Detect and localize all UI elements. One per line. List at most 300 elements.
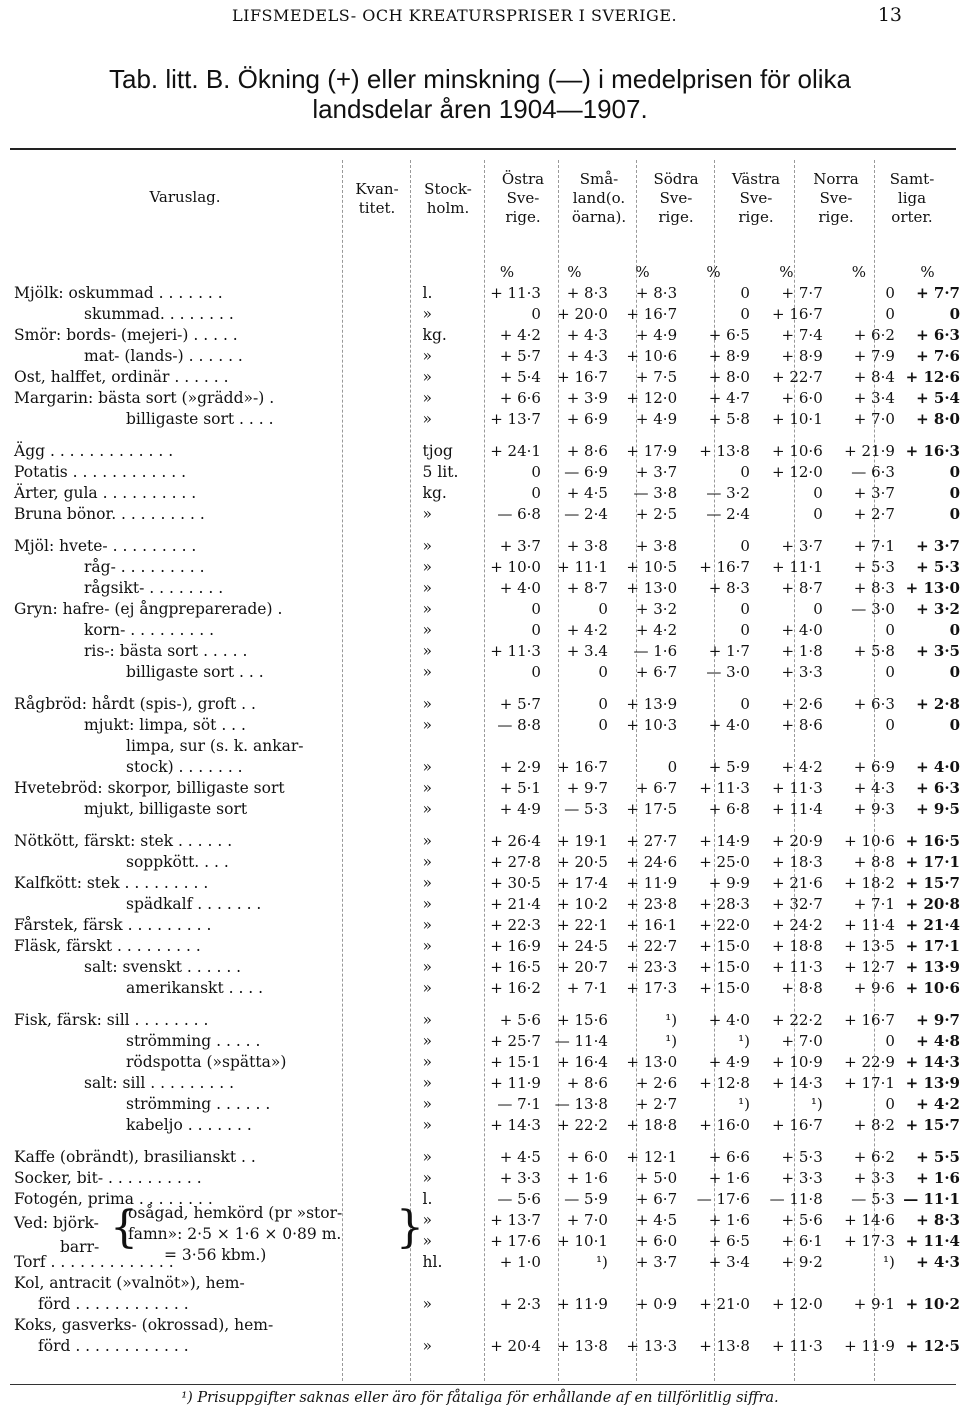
row-label: Fisk, färsk: sill . . . . . . . . (14, 1011, 209, 1029)
table-row (14, 325, 960, 346)
row-quantity: » (422, 1032, 433, 1050)
row-label: salt: svenskt . . . . . . (84, 958, 242, 976)
value-cell: + 1·6 (708, 1211, 750, 1229)
value-cell: + 7·6 (916, 347, 960, 365)
value-cell: + 23·3 (626, 958, 678, 976)
value-cell: + 10·6 (844, 832, 895, 850)
value-cell: + 18·3 (772, 853, 823, 871)
row-label: Nötkött, färskt: stek . . . . . . (14, 832, 233, 850)
value-cell: + 1·8 (781, 642, 823, 660)
table-cell (14, 820, 960, 831)
value-cell: + 7·7 (916, 284, 960, 302)
value-cell: + 7·5 (635, 368, 678, 386)
value-cell: + 3·7 (781, 537, 823, 555)
table-row (14, 1010, 960, 1031)
value-cell: ¹) (810, 1095, 823, 1113)
value-cell: + 6·0 (635, 1232, 678, 1250)
value-cell: + 14·3 (772, 1074, 823, 1092)
value-cell: 0 (885, 621, 895, 639)
value-cell: + 13·5 (844, 937, 895, 955)
table-row (14, 1115, 960, 1136)
value-cell: + 2·6 (781, 695, 823, 713)
value-cell: + 7·0 (566, 1211, 608, 1229)
value-cell: + 5·1 (499, 779, 541, 797)
value-cell: + 21·4 (905, 916, 960, 934)
value-cell: + 17·5 (626, 800, 678, 818)
value-cell: — 6·9 (564, 463, 608, 481)
row-label: Ost, halffet, ordinär . . . . . . (14, 368, 229, 386)
value-cell: + 17·4 (557, 874, 608, 892)
row-quantity: » (422, 347, 433, 365)
value-cell: + 4·2 (566, 621, 608, 639)
table-row (14, 483, 960, 504)
row-quantity: » (422, 758, 433, 776)
value-cell: + 21·0 (699, 1295, 750, 1313)
row-label: förd . . . . . . . . . . . . (38, 1337, 189, 1355)
row-quantity: » (422, 642, 433, 660)
value-cell: + 21·9 (844, 442, 895, 460)
row-label: Smör: bords- (mejeri-) . . . . . (14, 326, 238, 344)
value-cell: — 11·1 (903, 1190, 960, 1208)
row-label: Kol, antracit (»valnöt»), hem- (14, 1274, 245, 1292)
row-label: ris-: bästa sort . . . . . (84, 642, 248, 660)
row-quantity: » (422, 895, 433, 913)
row-quantity: » (422, 1337, 433, 1355)
value-cell: + 16·7 (844, 1011, 895, 1029)
value-cell (608, 1273, 677, 1294)
table-row (14, 915, 960, 936)
value-cell: + 7·0 (781, 1032, 823, 1050)
value-cell: + 27·7 (626, 832, 678, 850)
table-row (14, 304, 960, 325)
value-cell: + 7·0 (853, 410, 895, 428)
value-cell: + 10·2 (905, 1295, 960, 1313)
row-quantity: » (422, 874, 433, 892)
value-cell: + 11·3 (772, 958, 823, 976)
value-cell: + 17·1 (905, 853, 960, 871)
value-cell: + 4·0 (781, 621, 823, 639)
value-cell: + 16·4 (557, 1053, 608, 1071)
value-cell: + 5·5 (916, 1148, 960, 1166)
value-cell: 0 (740, 284, 750, 302)
table-cell (14, 262, 423, 283)
unit-cell: % (635, 263, 650, 281)
value-cell: + 8·9 (781, 347, 823, 365)
table-row (14, 346, 960, 367)
value-cell: + 0·9 (635, 1295, 678, 1313)
value-cell: + 11·9 (557, 1295, 608, 1313)
value-cell: 0 (740, 463, 750, 481)
value-cell: + 15·0 (699, 979, 750, 997)
value-cell: + 17·1 (844, 1074, 895, 1092)
value-cell: + 16·3 (905, 442, 960, 460)
value-cell: + 24·2 (772, 916, 823, 934)
header-smaland: Små- land(o. öarna). (571, 170, 627, 226)
value-cell: + 11·1 (557, 558, 608, 576)
unit-cell: % (851, 263, 866, 281)
row-label: Mjölk: oskummad . . . . . . . (14, 284, 223, 302)
table-row (14, 1336, 960, 1357)
value-cell: + 13·8 (557, 1337, 608, 1355)
value-cell: + 15·7 (905, 874, 960, 892)
value-cell: + 24·1 (490, 442, 541, 460)
value-cell: + 1·6 (916, 1169, 960, 1187)
value-cell: + 13·7 (490, 1211, 541, 1229)
row-quantity: » (422, 621, 433, 639)
header-kvantitet: Kvan- titet. (355, 180, 399, 217)
value-cell: + 5·3 (853, 558, 895, 576)
value-cell: 0 (740, 621, 750, 639)
header-samtliga: Samt- liga orter. (889, 170, 935, 226)
row-quantity: » (422, 663, 433, 681)
value-cell: + 3·7 (635, 463, 678, 481)
value-cell: 0 (885, 1032, 895, 1050)
value-cell: + 4·3 (853, 779, 895, 797)
row-quantity: » (422, 537, 433, 555)
value-cell: 0 (740, 600, 750, 618)
value-cell: + 16·7 (626, 305, 678, 323)
value-cell: 0 (949, 505, 960, 523)
value-cell: + 22·7 (626, 937, 678, 955)
value-cell: 0 (598, 663, 608, 681)
value-cell: — 11·4 (554, 1032, 608, 1050)
value-cell: + 3·3 (499, 1169, 541, 1187)
value-cell: 0 (531, 484, 541, 502)
value-cell: + 2·8 (916, 695, 960, 713)
value-cell: + 20·5 (557, 853, 608, 871)
row-label: Gryn: hafre- (ej ångpreparerade) . (14, 600, 283, 618)
value-cell: + 14·9 (699, 832, 750, 850)
value-cell: + 13·0 (626, 1053, 678, 1071)
value-cell: + 11·9 (626, 874, 678, 892)
value-cell: + 8·3 (635, 284, 678, 302)
value-cell: + 4·2 (635, 621, 678, 639)
row-label: Koks, gasverks- (okrossad), hem- (14, 1316, 274, 1334)
table-row (14, 852, 960, 873)
value-cell: + 12·5 (905, 1337, 960, 1355)
value-cell: + 5·6 (499, 1011, 541, 1029)
header-stockholm: Stock- holm. (424, 180, 472, 217)
row-label: salt: sill . . . . . . . . . (84, 1074, 235, 1092)
value-cell (750, 1315, 823, 1336)
value-cell: + 18·8 (626, 1116, 678, 1134)
value-cell: + 5·4 (916, 389, 960, 407)
value-cell: 0 (813, 484, 823, 502)
row-label: Ärter, gula . . . . . . . . . . (14, 484, 197, 502)
value-cell: + 14·3 (490, 1116, 541, 1134)
value-cell: + 16·0 (699, 1116, 750, 1134)
row-quantity (423, 1315, 474, 1336)
table-row (14, 536, 960, 557)
value-cell: + 2·6 (635, 1074, 678, 1092)
value-cell: + 8·9 (708, 347, 750, 365)
value-cell: + 13·7 (490, 410, 541, 428)
value-cell: ¹) (738, 1095, 750, 1113)
value-cell (677, 1273, 750, 1294)
row-label: Kalfkött: stek . . . . . . . . . (14, 874, 209, 892)
value-cell: — 5·3 (564, 800, 608, 818)
row-quantity: » (422, 505, 433, 523)
value-cell: + 8·3 (853, 579, 895, 597)
row-quantity: » (422, 600, 433, 618)
table-cell (14, 525, 960, 536)
value-cell: 0 (598, 716, 608, 734)
value-cell: + 11·3 (772, 779, 823, 797)
table-cell (14, 683, 960, 694)
table-row (14, 283, 960, 304)
unit-cell: % (567, 263, 582, 281)
row-quantity: » (422, 800, 433, 818)
table-row (14, 409, 960, 430)
value-cell: 0 (885, 1095, 895, 1113)
value-cell: 0 (531, 463, 541, 481)
value-cell: + 27·8 (490, 853, 541, 871)
value-cell: + 10·5 (626, 558, 678, 576)
value-cell: 0 (531, 663, 541, 681)
value-cell: + 7·9 (853, 347, 895, 365)
value-cell: + 25·0 (699, 853, 750, 871)
row-label: mat- (lands-) . . . . . . (84, 347, 243, 365)
value-cell: + 17·3 (844, 1232, 895, 1250)
value-cell: 0 (531, 305, 541, 323)
table-row (14, 831, 960, 852)
row-gap (14, 430, 960, 441)
value-cell: + 4·2 (499, 326, 541, 344)
value-cell: 0 (531, 600, 541, 618)
value-cell: + 8·7 (566, 579, 608, 597)
value-cell: + 22·7 (772, 368, 823, 386)
value-cell: — 11·8 (769, 1190, 823, 1208)
row-label: Ägg . . . . . . . . . . . . . (14, 442, 174, 460)
row-quantity: » (422, 979, 433, 997)
row-quantity: kg. (422, 484, 447, 502)
row-quantity: » (422, 832, 433, 850)
value-cell: + 10·0 (490, 558, 541, 576)
value-cell: — 2·4 (706, 505, 750, 523)
value-cell: + 20·4 (490, 1337, 541, 1355)
value-cell (895, 736, 960, 757)
value-cell: + 16·9 (490, 937, 541, 955)
caption-line-2: landsdelar åren 1904—1907. (312, 94, 648, 124)
row-label: kabeljo . . . . . . . (126, 1116, 252, 1134)
value-cell (677, 1315, 750, 1336)
row-quantity: l. (422, 284, 433, 302)
value-cell: + 5·7 (499, 347, 541, 365)
table-cell (14, 430, 960, 441)
value-cell: + 20·7 (557, 958, 608, 976)
value-cell: + 15·7 (905, 1116, 960, 1134)
value-cell: + 7·1 (853, 537, 895, 555)
table-row (14, 1168, 960, 1189)
row-gap (14, 820, 960, 831)
row-label: korn- . . . . . . . . . (84, 621, 215, 639)
value-cell: + 9·7 (916, 1011, 960, 1029)
value-cell: + 2·9 (499, 758, 541, 776)
value-cell: + 8·6 (566, 1074, 608, 1092)
row-label: soppkött. . . . (126, 853, 229, 871)
table-row (14, 694, 960, 715)
row-quantity: 5 lit. (422, 463, 459, 481)
row-quantity: » (422, 305, 433, 323)
value-cell: + 4·9 (635, 326, 678, 344)
table-row (14, 1031, 960, 1052)
value-cell: + 6·5 (708, 326, 750, 344)
value-cell: + 6·9 (853, 758, 895, 776)
value-cell: + 9·6 (853, 979, 895, 997)
value-cell: + 2·3 (499, 1295, 541, 1313)
value-cell: — 8·8 (497, 716, 541, 734)
row-quantity: » (422, 1053, 433, 1071)
row-quantity: tjog (422, 442, 453, 460)
value-cell: + 8·8 (853, 853, 895, 871)
value-cell: ¹) (665, 1032, 678, 1050)
row-label: Socker, bit- . . . . . . . . . . (14, 1169, 202, 1187)
unit-cell: % (779, 263, 794, 281)
value-cell: + 6·0 (781, 389, 823, 407)
value-cell: + 32·7 (772, 895, 823, 913)
value-cell (823, 736, 895, 757)
value-cell: + 22·9 (844, 1053, 895, 1071)
table-row (14, 599, 960, 620)
value-cell (823, 1315, 895, 1336)
top-rule (10, 148, 956, 150)
row-label: Torf . . . . . . . . . . . . . (14, 1253, 174, 1271)
value-cell: + 3·5 (916, 642, 960, 660)
header-varuslag: Varuslag. (149, 188, 221, 206)
value-cell: + 16·7 (772, 1116, 823, 1134)
row-quantity: » (422, 1211, 433, 1229)
table-row (14, 462, 960, 483)
value-cell: + 11·3 (490, 284, 541, 302)
row-quantity: » (422, 916, 433, 934)
table-row (14, 1094, 960, 1115)
value-cell: + 24·6 (626, 853, 678, 871)
left-brace-icon: { (110, 1202, 138, 1253)
value-cell: — 7·1 (497, 1095, 541, 1113)
value-cell: + 21·6 (772, 874, 823, 892)
value-cell: + 8·0 (708, 368, 750, 386)
table-row (14, 957, 960, 978)
table-row (14, 578, 960, 599)
value-cell: + 4·9 (635, 410, 678, 428)
table-row (14, 1147, 960, 1168)
value-cell: + 9·1 (853, 1295, 895, 1313)
table-row (14, 367, 960, 388)
header-vastra: Västra Sve- rige. (731, 170, 781, 226)
ved-note-line-3: = 3·56 kbm.) (164, 1246, 267, 1264)
value-cell: + 12·7 (844, 958, 895, 976)
value-cell: + 18·2 (844, 874, 895, 892)
value-cell: + 15·0 (699, 937, 750, 955)
table-cell (423, 262, 474, 283)
table-row (14, 936, 960, 957)
value-cell (823, 1273, 895, 1294)
value-cell: + 4·2 (916, 1095, 960, 1113)
row-quantity (423, 736, 474, 757)
row-gap (14, 683, 960, 694)
row-label: Hvetebröd: skorpor, billigaste sort (14, 779, 285, 797)
value-cell: + 17·3 (626, 979, 678, 997)
value-cell: + 17·6 (490, 1232, 541, 1250)
value-cell: + 6·9 (566, 410, 608, 428)
table-row (14, 662, 960, 683)
value-cell: + 11·4 (905, 1232, 960, 1250)
value-cell: + 4·5 (566, 484, 608, 502)
row-quantity: » (422, 853, 433, 871)
row-label: Fotogén, prima . . . . . . . . (14, 1190, 213, 1208)
value-cell: 0 (531, 621, 541, 639)
value-cell: + 15·0 (699, 958, 750, 976)
value-cell: + 3·3 (781, 663, 823, 681)
value-cell: + 5·4 (499, 368, 541, 386)
value-cell: + 13·9 (905, 958, 960, 976)
running-head (0, 6, 960, 26)
value-cell: — 17·6 (696, 1190, 750, 1208)
row-label: strömming . . . . . (126, 1032, 261, 1050)
value-cell: + 10·6 (626, 347, 678, 365)
row-label: rödspotta (»spätta») (126, 1053, 287, 1071)
value-cell: + 7·4 (781, 326, 823, 344)
row-quantity: » (422, 579, 433, 597)
row-quantity: hl. (422, 1253, 443, 1271)
value-cell: ¹) (596, 1253, 608, 1271)
value-cell: + 5·3 (916, 558, 960, 576)
right-brace-icon: } (396, 1202, 424, 1253)
value-cell: + 1·6 (708, 1169, 750, 1187)
value-cell: 0 (949, 663, 960, 681)
value-cell: + 4·2 (781, 758, 823, 776)
value-cell: + 4·3 (916, 1253, 960, 1271)
ved-note-line-2: famn»: 2·5 × 1·6 × 0·89 m. (128, 1225, 342, 1243)
value-cell: + 6·2 (853, 326, 895, 344)
row-label: billigaste sort . . . . (126, 410, 274, 428)
value-cell: + 10·6 (905, 979, 960, 997)
value-cell: ¹) (665, 1011, 678, 1029)
value-cell: 0 (885, 663, 895, 681)
value-cell: + 20·8 (905, 895, 960, 913)
value-cell: — 2·4 (564, 505, 608, 523)
value-cell: 0 (667, 758, 678, 776)
value-cell: — 5·9 (564, 1190, 608, 1208)
value-cell: + 5·8 (708, 410, 750, 428)
ved-note-line-1: osågad, hemkörd (pr »stor- (128, 1204, 343, 1222)
value-cell: 0 (598, 695, 608, 713)
value-cell: + 3·4 (853, 389, 895, 407)
value-cell: — 3·2 (706, 484, 750, 502)
value-cell: + 6·6 (708, 1148, 750, 1166)
value-cell: + 3·7 (916, 537, 960, 555)
value-cell: 0 (740, 695, 750, 713)
row-quantity: » (422, 1074, 433, 1092)
value-cell (541, 736, 608, 757)
value-cell: + 6·0 (566, 1148, 608, 1166)
value-cell: — 5·3 (851, 1190, 895, 1208)
value-cell: + 8·0 (916, 410, 960, 428)
table-row (14, 1073, 960, 1094)
value-cell (895, 1273, 960, 1294)
value-cell: + 20·0 (557, 305, 608, 323)
row-quantity (423, 1273, 474, 1294)
value-cell: + 19·1 (557, 832, 608, 850)
value-cell: + 21·4 (490, 895, 541, 913)
row-quantity: » (422, 937, 433, 955)
value-cell: + 24·5 (557, 937, 608, 955)
row-label: Kaffe (obrändt), brasilianskt . . (14, 1148, 256, 1166)
table-row (14, 757, 960, 778)
value-cell: + 7·1 (853, 895, 895, 913)
value-cell: + 15·1 (490, 1053, 541, 1071)
table-row (14, 736, 960, 757)
